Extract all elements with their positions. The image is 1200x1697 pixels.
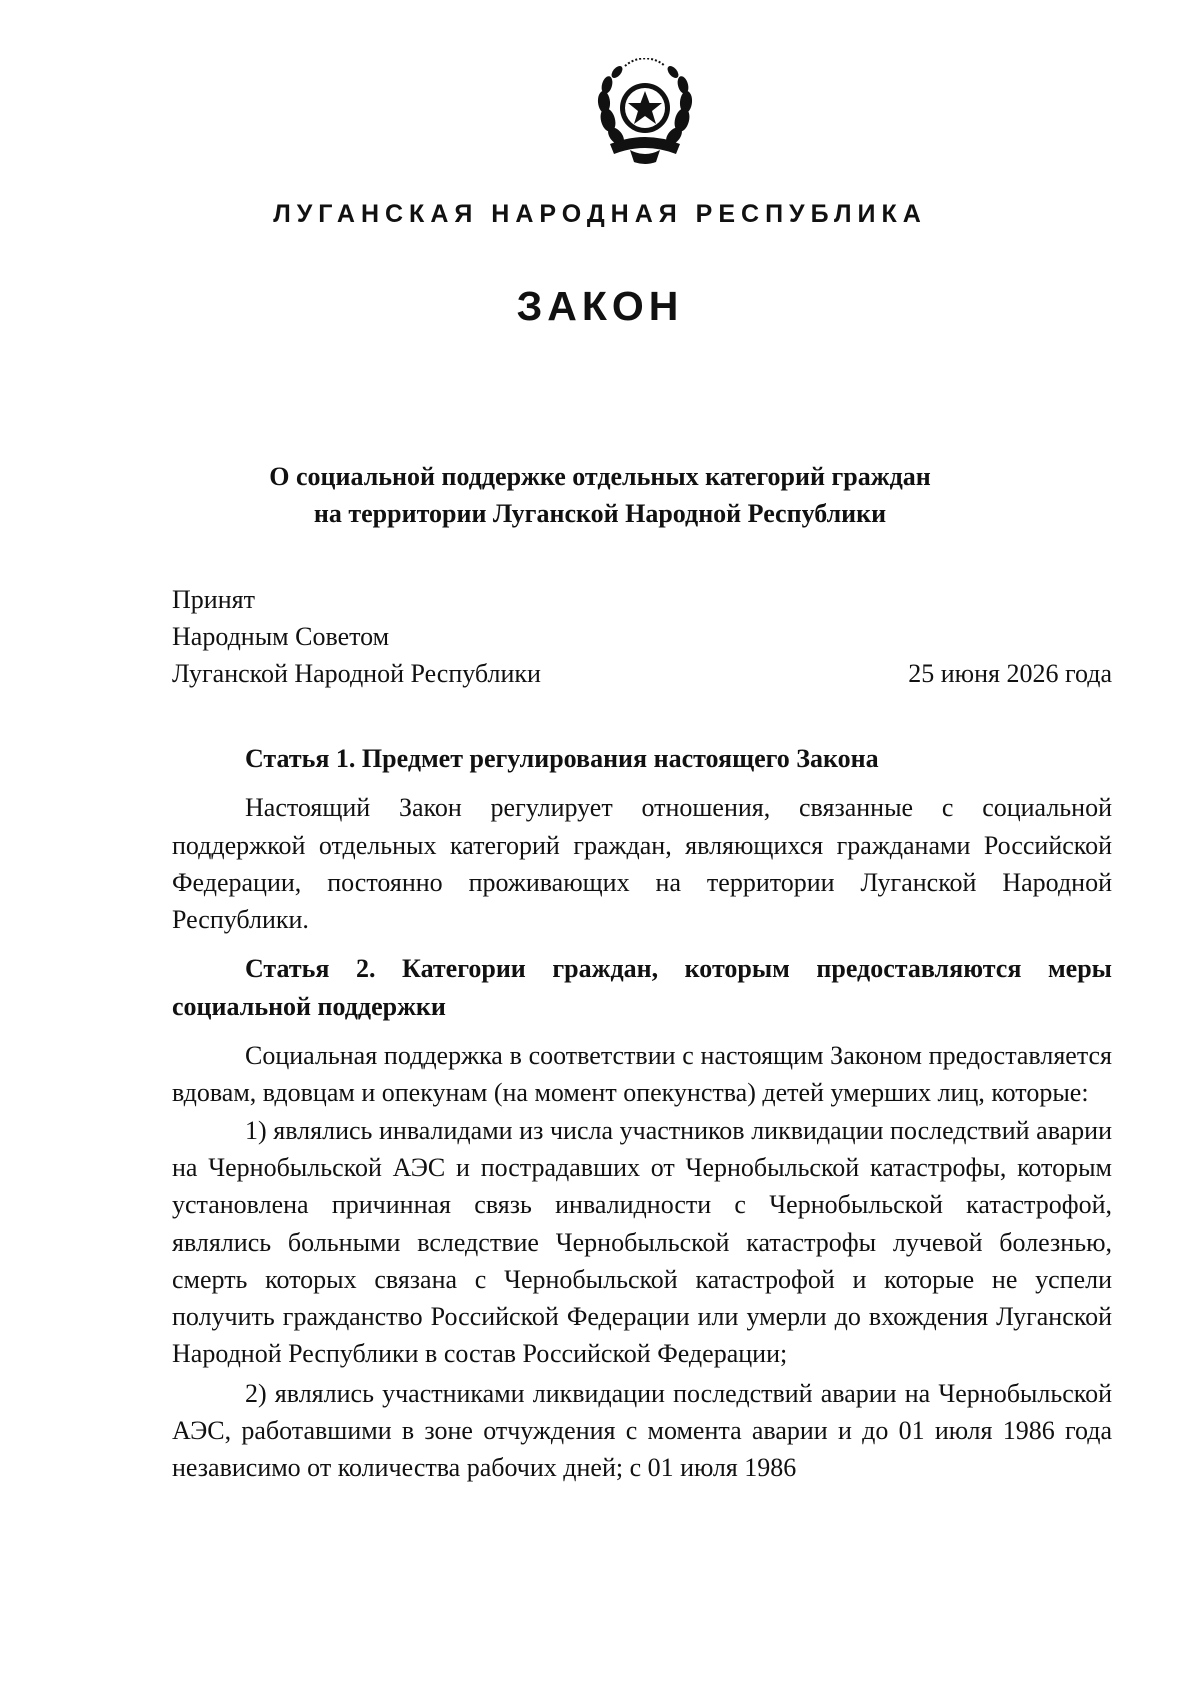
article-2-intro: Социальная поддержка в соответствии с настоящим Законом предоставляется вдовам, вдовцам и опекунам (на момент опекунства) детей умерших лиц, которые: — [172, 1041, 1112, 1108]
article-2-heading: Статья 2. Категории граждан, которым предоставляются меры социальной поддержки — [172, 954, 1112, 1021]
article-2-item-2: 2) являлись участниками ликвидации последствий аварии на Чернобыльской АЭС, работавшими в зоне отчуждения с момента аварии и до 01 июля 1986 года независимо от количества рабочих дней; с 01 июля 1986 — [172, 1378, 1112, 1483]
adopted-line-1: Принят — [172, 585, 255, 614]
adoption-date: 25 июня 2026 года — [908, 659, 1112, 688]
article-1-text: Настоящий Закон регулирует отношения, связанные с социальной поддержкой отдельных категорий граждан, являющихся гражданами Российской Федерации, постоянно проживающих на территории Луганской Народной Республики. — [172, 793, 1112, 935]
adopted-line-3-row — [172, 655, 1112, 692]
law-title-line-2: на территории Луганской Народной Республики — [313, 499, 887, 528]
law-body — [172, 740, 1112, 1487]
law-title — [0, 458, 1200, 532]
republic-name: ЛУГАНСКАЯ НАРОДНАЯ РЕСПУБЛИКА — [273, 200, 927, 228]
adoption-block — [172, 581, 1112, 692]
lpr-coat-of-arms-icon — [590, 58, 700, 168]
law-title-line-1: О социальной поддержке отдельных категорий граждан — [269, 462, 931, 491]
article-1-heading: Статья 1. Предмет регулирования настоящего Закона — [245, 744, 879, 773]
adopted-line-3: Луганской Народной Республики — [172, 659, 541, 688]
document-type: ЗАКОН — [516, 283, 684, 329]
adopted-line-2: Народным Советом — [172, 622, 390, 651]
article-2-item-1: 1) являлись инвалидами из числа участников ликвидации последствий аварии на Чернобыльской АЭС и пострадавших от Чернобыльской катастрофы, которым установлена причинная связь инвалидности с Чернобыльской катастрофой, являлись больными вследствие Чернобыльской катастрофы лучевой болезнью, смерть которых связана с Чернобыльской катастрофой и которые не успели получить гражданство Российской Федерации или умерли до вхождения Луганской Народной Республики в состав Российской Федерации; — [172, 1115, 1112, 1369]
